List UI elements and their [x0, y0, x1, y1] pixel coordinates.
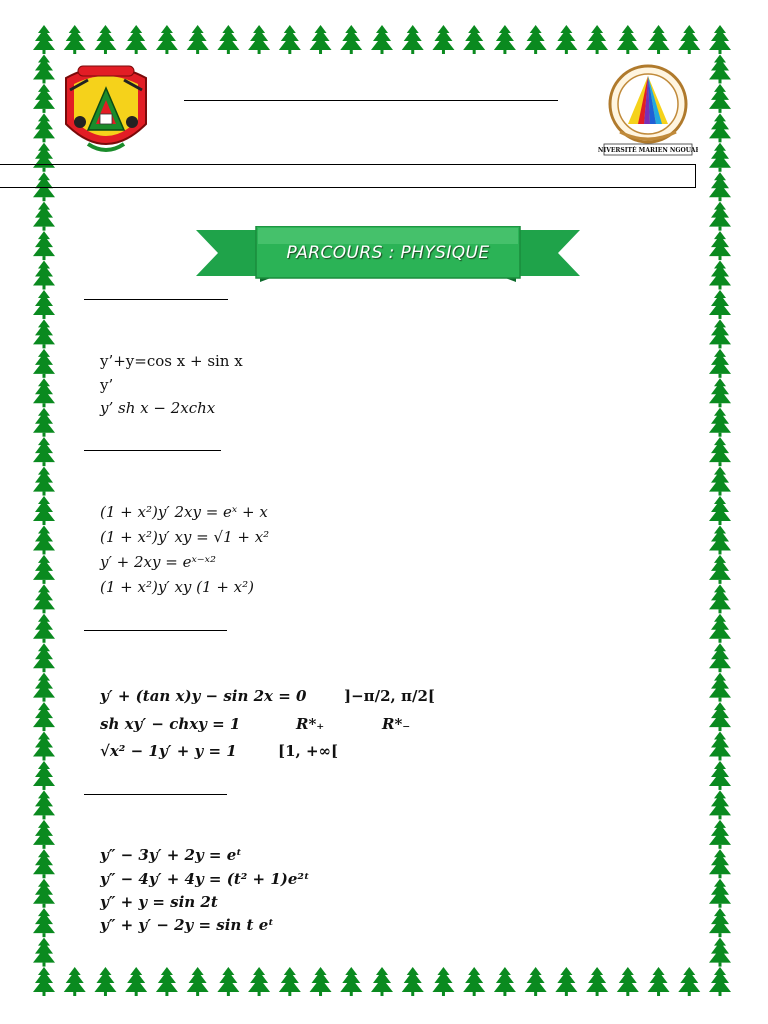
tree-icon	[94, 25, 116, 54]
tree-icon	[709, 555, 731, 584]
tree-icon	[709, 290, 731, 319]
section4-line-1: y″ − 3y′ + 2y = eᵗ	[100, 846, 242, 864]
tree-icon	[33, 349, 55, 378]
tree-icon	[33, 614, 55, 643]
tree-icon	[33, 732, 55, 761]
section2-line-1: (1 + x²)y′ 2xy = eˣ + x	[100, 503, 268, 521]
section-rule-3	[84, 630, 227, 631]
tree-icon	[33, 702, 55, 731]
header-rule	[184, 100, 558, 101]
tree-icon	[33, 378, 55, 407]
tree-icon	[125, 967, 147, 996]
tree-icon	[709, 967, 731, 996]
tree-icon	[709, 25, 731, 54]
tree-icon	[33, 467, 55, 496]
tree-icon	[33, 84, 55, 113]
tree-icon	[402, 25, 424, 54]
tree-icon	[586, 967, 608, 996]
tree-icon	[709, 261, 731, 290]
tree-icon	[463, 967, 485, 996]
tree-icon	[371, 967, 393, 996]
tree-icon	[432, 25, 454, 54]
tree-icon	[279, 967, 301, 996]
tree-icon	[33, 555, 55, 584]
section3-interval-1: ]−π/2, π/2[	[344, 687, 435, 705]
tree-icon	[709, 614, 731, 643]
tree-icon	[494, 25, 516, 54]
section-rule-1	[84, 299, 228, 300]
tree-icon	[432, 967, 454, 996]
tree-icon	[33, 319, 55, 348]
tree-icon	[187, 967, 209, 996]
tree-icon	[33, 643, 55, 672]
tree-icon	[709, 172, 731, 201]
tree-icon	[709, 790, 731, 819]
tree-icon	[33, 584, 55, 613]
tree-icon	[709, 908, 731, 937]
section3-interval-2: R*₊	[296, 715, 325, 733]
university-logo	[598, 62, 698, 158]
tree-icon	[709, 231, 731, 260]
section3-line-2: sh xy′ − chxy = 1	[100, 715, 241, 733]
tree-icon	[617, 967, 639, 996]
tree-icon	[64, 967, 86, 996]
tree-icon	[525, 967, 547, 996]
tree-icon	[402, 967, 424, 996]
tree-icon	[463, 25, 485, 54]
tree-icon	[156, 967, 178, 996]
tree-icon	[709, 938, 731, 967]
section1-line-3: y’ sh x − 2xchx	[100, 399, 216, 417]
tree-icon	[125, 25, 147, 54]
tree-icon	[709, 378, 731, 407]
tree-icon	[709, 437, 731, 466]
tree-icon	[709, 584, 731, 613]
tree-icon	[340, 967, 362, 996]
tree-icon	[217, 25, 239, 54]
tree-icon	[33, 25, 55, 54]
section2-line-3: y′ + 2xy = eˣ⁻ˣ²	[100, 553, 217, 571]
tree-icon	[709, 702, 731, 731]
tree-icon	[33, 820, 55, 849]
tree-icon	[709, 84, 731, 113]
tree-icon	[33, 202, 55, 231]
tree-icon	[709, 54, 731, 83]
tree-icon	[33, 790, 55, 819]
tree-icon	[494, 967, 516, 996]
tree-icon	[648, 25, 670, 54]
tree-icon	[709, 408, 731, 437]
tree-icon	[371, 25, 393, 54]
banner-title: PARCOURS : PHYSIQUE	[286, 243, 490, 263]
tree-icon	[709, 319, 731, 348]
tree-icon	[33, 908, 55, 937]
tree-icon	[64, 25, 86, 54]
tree-icon	[709, 761, 731, 790]
section4-line-3: y″ + y = sin 2t	[100, 893, 218, 911]
tree-icon	[279, 25, 301, 54]
tree-icon	[709, 525, 731, 554]
section1-line-2: y’	[100, 376, 114, 394]
section2-line-2: (1 + x²)y′ xy = √1 + x²	[100, 528, 270, 546]
tree-icon	[678, 25, 700, 54]
tree-icon	[33, 673, 55, 702]
tree-icon	[709, 496, 731, 525]
tree-icon	[33, 761, 55, 790]
tree-icon	[340, 25, 362, 54]
section1-line-1: y’+y=cos x + sin x	[100, 352, 243, 370]
tree-icon	[33, 525, 55, 554]
tree-icon	[709, 673, 731, 702]
tree-icon	[586, 25, 608, 54]
tree-icon	[156, 25, 178, 54]
section3-interval-3: R*₋	[382, 715, 411, 733]
faculty-crest-logo	[58, 60, 154, 164]
section3-line-1: y′ + (tan x)y − sin 2x = 0	[100, 687, 307, 705]
tree-icon	[248, 967, 270, 996]
tree-icon	[217, 967, 239, 996]
tree-icon	[33, 496, 55, 525]
tree-icon	[709, 879, 731, 908]
tree-icon	[33, 437, 55, 466]
tree-icon	[33, 113, 55, 142]
tree-icon	[33, 408, 55, 437]
section-rule-2	[84, 450, 221, 451]
tree-icon	[617, 25, 639, 54]
tree-icon	[187, 25, 209, 54]
section4-line-4: y″ + y′ − 2y = sin t eᵗ	[100, 916, 274, 934]
tree-icon	[525, 25, 547, 54]
tree-icon	[94, 967, 116, 996]
tree-icon	[248, 25, 270, 54]
tree-icon	[310, 25, 332, 54]
tree-icon	[33, 938, 55, 967]
university-logo-caption: UNIVERSITÉ MARIEN NGOUABI	[598, 147, 698, 154]
section-rule-4	[84, 794, 227, 795]
tree-icon	[709, 202, 731, 231]
section2-line-4: (1 + x²)y′ xy (1 + x²)	[100, 578, 254, 596]
tree-icon	[33, 849, 55, 878]
tree-icon	[33, 54, 55, 83]
section4-line-2: y″ − 4y′ + 4y = (t² + 1)e²ᵗ	[100, 870, 310, 888]
tree-icon	[709, 820, 731, 849]
tree-icon	[648, 967, 670, 996]
tree-icon	[33, 879, 55, 908]
tree-icon	[709, 643, 731, 672]
tree-icon	[310, 967, 332, 996]
tree-icon	[709, 113, 731, 142]
section3-interval-4: [1, +∞[	[278, 742, 339, 760]
section3-line-3: √x² − 1y′ + y = 1	[100, 742, 237, 760]
tree-icon	[709, 143, 731, 172]
tree-icon	[678, 967, 700, 996]
tree-icon	[33, 290, 55, 319]
title-box	[0, 164, 696, 188]
tree-icon	[709, 849, 731, 878]
tree-icon	[709, 732, 731, 761]
tree-icon	[33, 231, 55, 260]
tree-icon	[709, 467, 731, 496]
tree-icon	[555, 967, 577, 996]
tree-icon	[709, 349, 731, 378]
tree-icon	[33, 967, 55, 996]
tree-icon	[555, 25, 577, 54]
tree-icon	[33, 261, 55, 290]
